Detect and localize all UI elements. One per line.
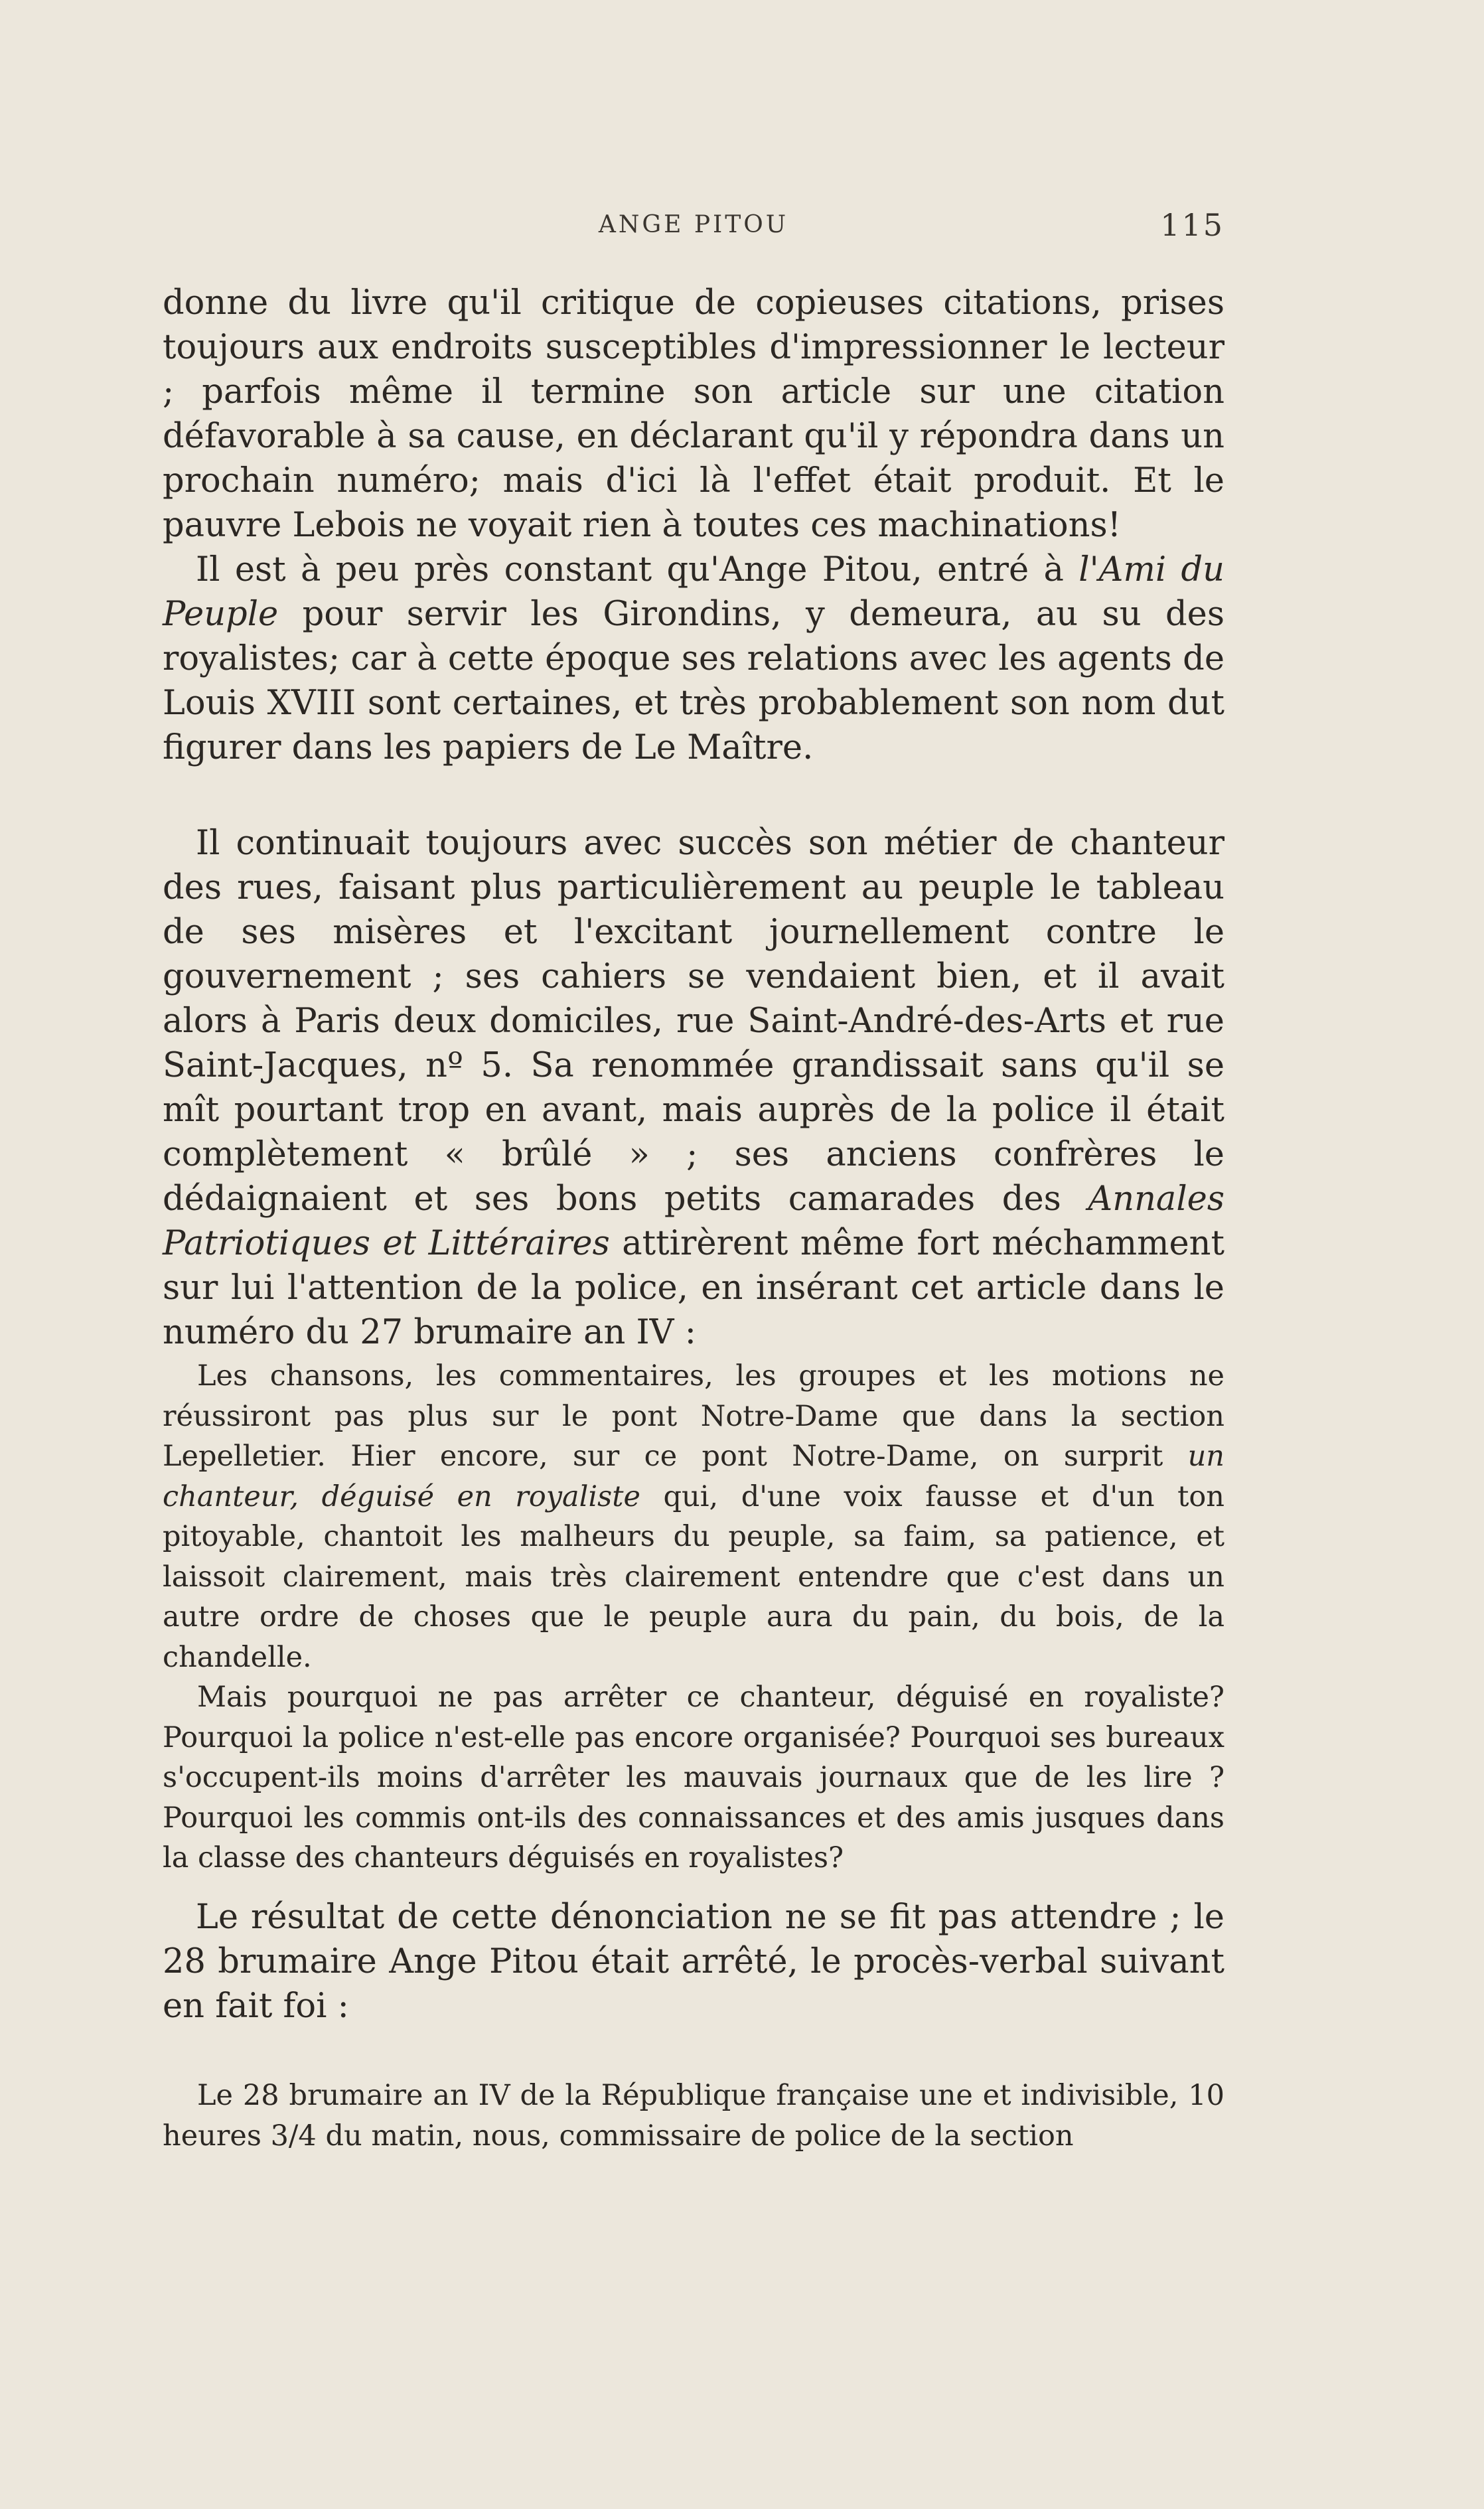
page-number: 115 <box>1160 207 1224 243</box>
paragraph-1: donne du livre qu'il critique de copieuses citations, prises toujours aux endroits susceptibles d'impressionner le lecteur ; parfois même il termine son article sur une citation défavorable à sa cause, en déclarant qu'il y répondra dans un prochain numéro; mais d'ici là l'effet était produit. Et le pauvre Lebois ne voyait rien à toutes ces machinations! <box>163 283 1224 545</box>
quote-1-text-b: qui, d'une voix fausse et d'un ton pitoyable, chantoit les malheurs du peuple, sa faim, sa patience, et laissoit clairement, mais très clairement entendre que c'est dans un autre ordre de choses que le peuple aura du pain, du bois, de la chandelle. <box>163 1480 1224 1674</box>
page-header <box>163 207 1224 251</box>
quote-paragraph-1 <box>163 1356 1224 1677</box>
paragraph-2-text-b: pour servir les Girondins, y demeura, au su des royalistes; car à cette époque ses relations avec les agents de Louis XVIII sont certaines, et très probablement son nom dut figurer dans les papiers de Le Maître. <box>163 595 1224 767</box>
paragraph-4: Le résultat de cette dénonciation ne se fit pas attendre ; le 28 brumaire Ange Pitou était arrêté, le procès-verbal suivant en fait foi : <box>163 1898 1224 2026</box>
quote-paragraph-3: Le 28 brumaire an IV de la République française une et indivisible, 10 heures 3/4 du matin, nous, commissaire de police de la section <box>163 2079 1224 2153</box>
quote-paragraph-2: Mais pourquoi ne pas arrêter ce chanteur, déguisé en royaliste? Pourquoi la police n'est-elle pas encore organisée? Pourquoi ses bureaux s'occupent-ils moins d'arrêter les mauvais journaux que de les lire ? Pourquoi les commis ont-ils des connaissances et des amis jusques dans la classe des chanteurs déguisés en royalistes? <box>163 1681 1224 1874</box>
paragraph-3-block <box>163 821 1224 1355</box>
paragraph-3-italic: Annales Patriotiques et Littéraires <box>163 1179 1224 1263</box>
paragraph-3 <box>163 821 1224 1355</box>
paragraph-2 <box>163 548 1224 770</box>
quote-1-text-a: Les chansons, les commentaires, les groupes et les motions ne réussiront pas plus sur le pont Notre-Dame que dans la section Lepelletier. Hier encore, sur ce pont Notre-Dame, on surprit <box>163 1359 1224 1473</box>
quotation-block-2 <box>163 2076 1224 2156</box>
paragraph-4-block <box>163 1895 1224 2028</box>
quote-1-italic: un chanteur, déguisé en royaliste <box>163 1440 1224 1513</box>
quotation-block <box>163 1356 1224 1878</box>
paragraph-3-text-a: Il continuait toujours avec succès son métier de chanteur des rues, faisant plus particulièrement au peuple le tableau de ses misères et l'excitant journellement contre le gouvernement ; ses cahiers se vendaient bien, et il avait alors à Paris deux domiciles, rue Saint-André-des-Arts et rue Saint-Jacques, nº 5. Sa renommée grandissait sans qu'il se mît pourtant trop en avant, mais auprès de la police il était complètement « brûlé » ; ses anciens confrères le dédaignaient et ses bons petits camarades des <box>163 824 1224 1219</box>
paragraph-3-text-b: attirèrent même fort méchamment sur lui l'attention de la police, en insérant cet article dans le numéro du 27 brumaire an IV : <box>163 1224 1224 1352</box>
paragraph-1-block <box>163 281 1224 770</box>
paragraph-2-text-a: Il est à peu près constant qu'Ange Pitou, entré à <box>196 550 1079 589</box>
running-title: ANGE PITOU <box>598 211 789 238</box>
paragraph-2-italic: l'Ami du Peuple <box>163 550 1224 634</box>
